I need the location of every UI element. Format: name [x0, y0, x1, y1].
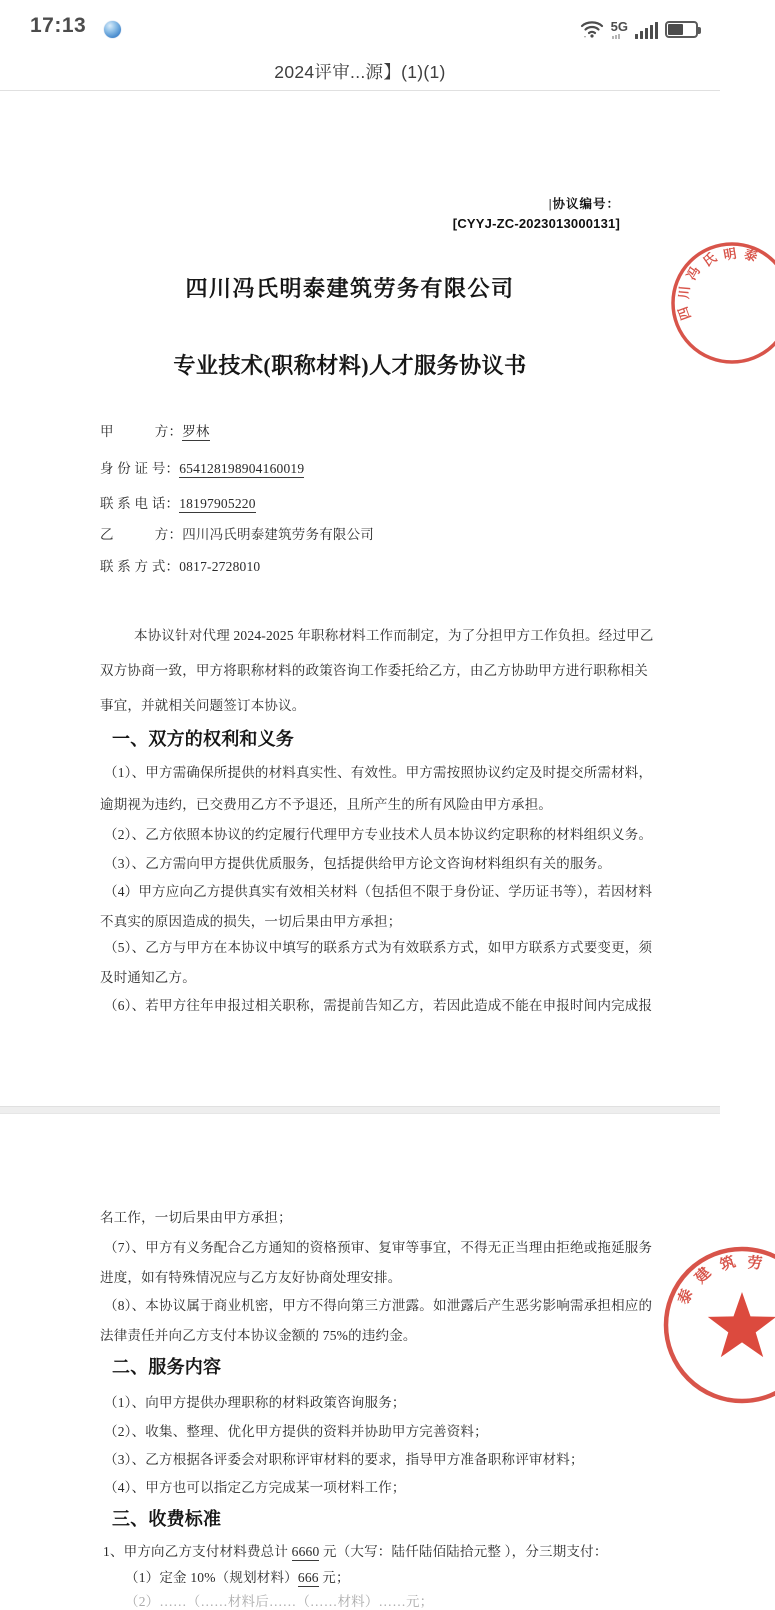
- browser-sphere-icon: [104, 21, 121, 38]
- doc-line: 1、甲方向乙方支付材料费总计 6660 元（大写：陆仟陆佰陆拾元整 ），分三期支付：: [103, 1544, 608, 1559]
- doc-line: 法律责任并向乙方支付本协议金额的 75%的违约金。: [100, 1328, 417, 1343]
- protocol-number-code: [CYYJ-ZC-2023013000131]: [452, 216, 620, 232]
- doc-line: （8）、本协议属于商业机密，甲方不得向第三方泄露。如泄露后产生恶劣影响需承担相应的: [104, 1298, 653, 1313]
- doc-line: 逾期视为违约，已交费用乙方不予退还，且所产生的所有风险由甲方承担。: [100, 797, 553, 812]
- section-heading: 二、服务内容: [112, 1357, 222, 1377]
- doc-line: 乙 方：四川冯氏明泰建筑劳务有限公司: [100, 527, 374, 542]
- doc-line: 不真实的原因造成的损失，一切后果由甲方承担；: [100, 914, 402, 929]
- secondary-signal-icon: [612, 34, 620, 39]
- company-seal-top: [640, 230, 770, 380]
- doc-line: （3）、乙方需向甲方提供优质服务，包括提供给甲方论文咨询材料组织有关的服务。: [104, 856, 612, 871]
- network-type-label: 5G: [610, 18, 628, 34]
- doc-line: （3）、乙方根据各评委会对职称评审材料的要求，指导甲方准备职称评审材料；: [104, 1452, 584, 1467]
- seal-char: 冯: [683, 263, 704, 283]
- seal-char: 四: [674, 304, 694, 323]
- doc-line: （7）、甲方有义务配合乙方通知的资格预审、复审等事宜，不得无正当理由拒绝或拖延服务: [104, 1240, 653, 1255]
- doc-line: （2）、乙方依照本协议的约定履行代理甲方专业技术人员本协议约定职称的材料组织义务。: [104, 827, 653, 842]
- document-filename: 2024评审...源】(1)(1): [274, 61, 446, 82]
- status-bar: [0, 0, 720, 52]
- protocol-number-block: [0, 195, 620, 235]
- section-heading: 三、收费标准: [112, 1509, 222, 1529]
- seal-char: 氏: [699, 249, 720, 270]
- wifi-icon: [580, 19, 604, 39]
- document-viewer[interactable]: [0, 91, 764, 1609]
- seal-char: 劳: [746, 1255, 764, 1273]
- doc-line: 事宜，并就相关问题签订本协议。: [100, 698, 306, 713]
- doc-line: 双方协商一致，甲方将职称材料的政策咨询工作委托给乙方，由乙方协助甲方进行职称相关: [100, 663, 648, 678]
- seal-char: 泰: [742, 246, 760, 265]
- doc-line: 联 系 电 话：18197905220: [100, 496, 256, 511]
- doc-line: （2）、收集、整理、优化甲方提供的资料并协助甲方完善资料；: [104, 1424, 488, 1439]
- doc-line: （4）甲方应向乙方提供真实有效相关材料（包括但不限于身份证、学历证书等），若因材料: [104, 884, 653, 899]
- doc-line: 进度，如有特殊情况应与乙方友好协商处理安排。: [100, 1270, 402, 1285]
- seal-char: 建: [692, 1264, 715, 1287]
- document-title-bar: [0, 52, 720, 91]
- protocol-number-label: |协议编号：: [548, 197, 620, 211]
- seal-star-icon: [708, 1292, 775, 1357]
- doc-line: （2）……（……材料后……（……材料）……元；: [125, 1594, 434, 1609]
- doc-line: （4）、甲方也可以指定乙方完成某一项材料工作；: [104, 1480, 406, 1495]
- page-separator: [0, 1106, 720, 1114]
- doc-line: （1）、向甲方提供办理职称的材料政策咨询服务；: [104, 1395, 406, 1410]
- seal-char: 筑: [718, 1254, 738, 1275]
- doc-line: （1）定金 10%（规划材料）666 元；: [125, 1570, 350, 1585]
- clock: 17:13: [30, 14, 87, 37]
- agreement-title: 专业技术(职称材料)人才服务协议书: [173, 353, 527, 378]
- section-heading: 一、双方的权利和义务: [112, 729, 294, 749]
- doc-line: 名工作，一切后果由甲方承担；: [100, 1210, 292, 1225]
- battery-icon: [665, 21, 698, 38]
- doc-line: 及时通知乙方。: [100, 970, 196, 985]
- doc-line: 甲 方：罗林: [100, 424, 210, 439]
- company-title: 四川冯氏明泰建筑劳务有限公司: [185, 276, 515, 301]
- company-seal-middle: [645, 1242, 775, 1412]
- seal-char: 明: [722, 245, 738, 263]
- doc-line: 联 系 方 式：0817-2728010: [100, 559, 261, 574]
- doc-line: 本协议针对代理 2024-2025 年职称材料工作而制定，为了分担甲方工作负担。经过甲乙: [134, 628, 654, 643]
- status-icons: [580, 14, 698, 44]
- doc-line: （6）、若甲方往年申报过相关职称，需提前告知乙方，若因此造成不能在申报时间内完成报: [104, 998, 653, 1013]
- signal-bars-icon: [635, 20, 658, 39]
- network-indicator: [611, 20, 628, 39]
- seal-char: 川: [676, 285, 693, 300]
- seal-char: 泰: [676, 1286, 697, 1307]
- doc-line: （5）、乙方与甲方在本协议中填写的联系方式为有效联系方式，如甲方联系方式要变更，须: [104, 940, 653, 955]
- doc-line: （1）、甲方需确保所提供的材料真实性、有效性。甲方需按照协议约定及时提交所需材料，: [104, 765, 653, 780]
- doc-line: 身 份 证 号：654128198904160019: [100, 461, 305, 476]
